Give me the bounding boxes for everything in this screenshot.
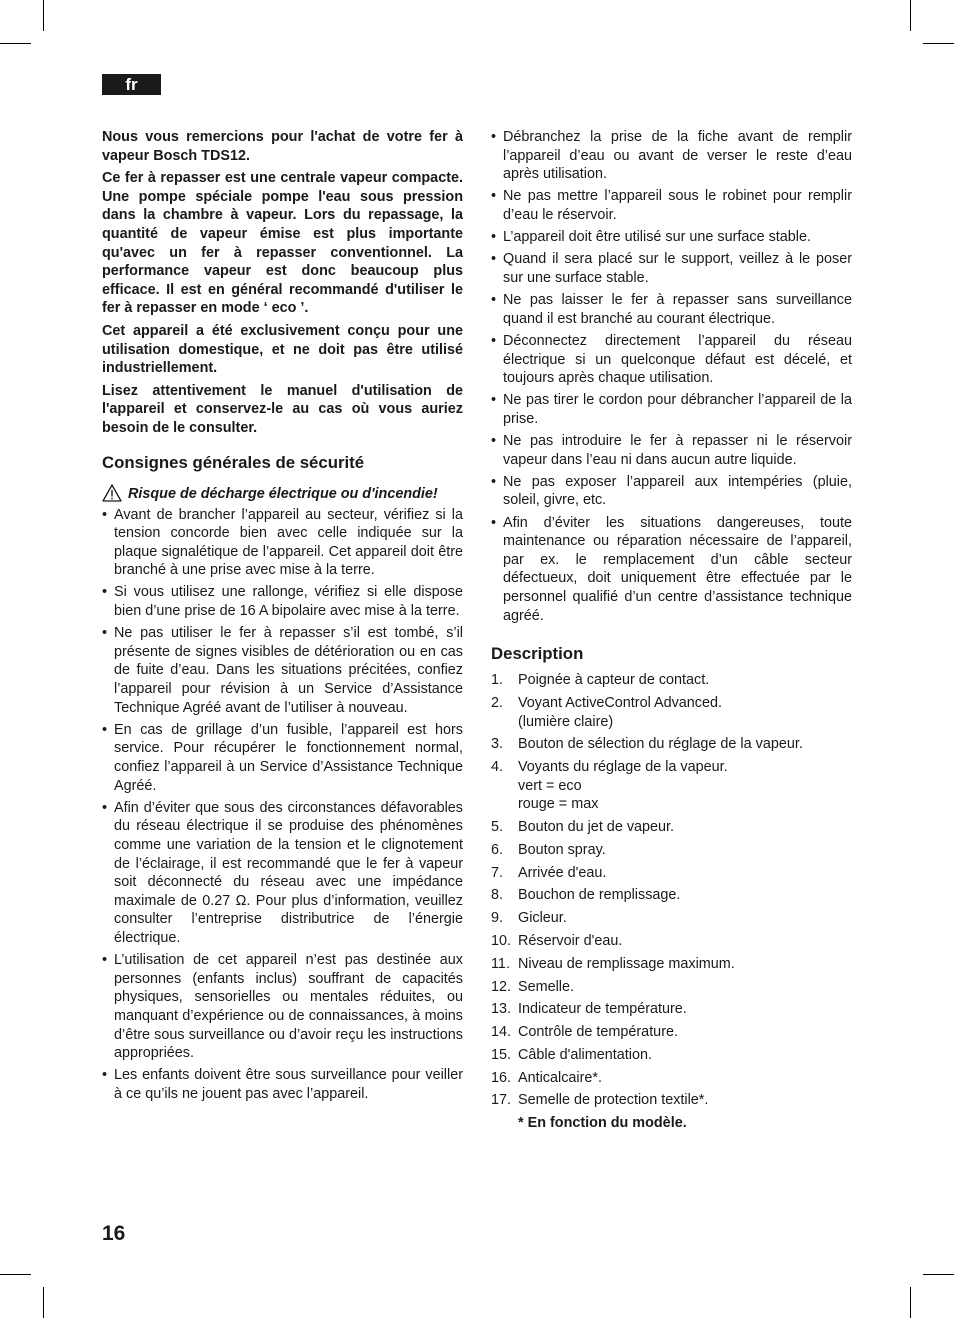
list-item: • Quand il sera placé sur le support, veillez à le poser sur une surface stable.: [491, 250, 852, 287]
item-text: Bouton de sélection du réglage de la vapeur.: [518, 736, 803, 753]
item-number: 7.: [491, 864, 504, 881]
description-heading: Description: [491, 644, 584, 664]
list-item: • Ne pas exposer l’appareil aux intempéries (pluie, soleil, givre, etc.: [491, 473, 852, 510]
list-item: • Ne pas introduire le fer à repasser ni le réservoir vapeur dans l’eau ni dans aucun autre liquide.: [491, 432, 852, 469]
warning-text: Risque de décharge électrique ou d'incendie!: [128, 485, 438, 502]
item-number: 2.: [491, 694, 504, 711]
crop-mark-top-right-h: [923, 43, 954, 44]
safety-heading: Consignes générales de sécurité: [102, 452, 365, 472]
intro-paragraph: Nous vous remercions pour l'achat de votre fer à vapeur Bosch TDS12.: [102, 129, 463, 164]
right-column: [491, 128, 852, 1133]
item-number: 1.: [491, 672, 504, 689]
item-number: 3.: [491, 736, 504, 753]
item-number: 15.: [491, 1046, 512, 1063]
left-column: [102, 128, 463, 1107]
crop-mark-top-right-v: [910, 0, 911, 31]
item-number: 10.: [491, 933, 512, 949]
description-item: [491, 932, 852, 951]
safety-list-right: [491, 128, 852, 625]
item-text: Bouton spray.: [518, 841, 606, 858]
warning-triangle-icon: [102, 484, 122, 502]
description-item: [491, 1069, 852, 1088]
item-number: 9.: [491, 910, 504, 927]
description-item: [491, 1046, 852, 1065]
list-item: • Débranchez la prise de la fiche avant de remplir l’appareil d’eau ou avant de verser le reste d’eau après utilisation.: [491, 128, 852, 184]
list-item: • Afin d’éviter les situations dangereuses, toute maintenance ou réparation nécessaire de l’appareil, par ex. le remplacement d’un câble secteur défectueux, doit uniquement être effectuée par le personnel qualifié d’un centre d’assistance technique agréé.: [491, 514, 852, 626]
list-item: • Les enfants doivent être sous surveillance pour veiller à ce qu’ils ne jouent pas avec l’appareil.: [102, 1066, 463, 1103]
crop-mark-bottom-right-v: [910, 1287, 911, 1318]
description-item: [491, 818, 852, 837]
item-number: 11.: [491, 955, 510, 972]
intro-paragraph: Lisez attentivement le manuel d'utilisation de l'appareil et conservez-le au cas où vous auriez besoin de le consulter.: [102, 382, 463, 436]
description-list: [491, 671, 852, 1110]
description-item: [491, 841, 852, 860]
item-text: Semelle.: [518, 978, 574, 995]
intro-paragraph: Ce fer à repasser est une centrale vapeur compacte. Une pompe spéciale pompe l'eau sous pression dans la chambre à vapeur. Lors du repassage, la quantité de vapeur émise est plus importante qu'avec un fer à repasser conventionnel. La performance vapeur est donc beaucoup plus efficace. Il est en général recommandé d'utiliser le fer à repasser en mode ‘ eco ’.: [102, 170, 463, 317]
list-item: • En cas de grillage d’un fusible, l’appareil est hors service. Pour récupérer le fonctionnement normal, confiez l’appareil à un Service d’Assistance Technique Agréé.: [102, 721, 463, 795]
item-text: Bouton du jet de vapeur.: [518, 819, 675, 836]
item-number: 16.: [491, 1069, 512, 1086]
page-number: 16: [102, 1222, 126, 1245]
item-number: 17.: [491, 1092, 512, 1109]
safety-list-left: [102, 506, 463, 1104]
item-text: Gicleur.: [518, 910, 567, 927]
list-item: • Avant de brancher l’appareil au secteur, vérifiez si la tension concorde bien avec celle indiquée sur la plaque signalétique de l’appareil. Cet appareil doit être branché à une prise avec mise à la terre.: [102, 506, 463, 580]
item-text: Arrivée d'eau.: [518, 864, 607, 881]
item-text: Contrôle de température.: [518, 1024, 678, 1041]
item-number: 13.: [491, 1001, 512, 1018]
crop-mark-top-left-v: [43, 0, 44, 31]
item-number: 8.: [491, 887, 504, 904]
intro-paragraph: Cet appareil a été exclusivement conçu pour une utilisation domestique, et ne doit pas être utilisé industriellement.: [102, 322, 463, 377]
list-item: • Ne pas utiliser le fer à repasser s’il est tombé, s’il présente de signes visibles de détérioration ou en cas de fuite d’eau. Dans les situations précitées, confiez l’appareil pour révision à un Service d’Assistance Technique Agréé avant de l’utiliser à nouveau.: [102, 624, 463, 717]
item-text: Voyant ActiveControl Advanced. (lumière claire): [518, 694, 722, 730]
footnote: * En fonction du modèle.: [518, 1115, 687, 1132]
item-text: Voyants du réglage de la vapeur. vert = eco rouge = max: [518, 759, 728, 813]
list-item: • L’appareil doit être utilisé sur une surface stable.: [491, 228, 852, 247]
item-text: Indicateur de température.: [518, 1001, 687, 1018]
item-number: 14.: [491, 1024, 512, 1041]
list-item: • Ne pas tirer le cordon pour débrancher l’appareil de la prise.: [491, 391, 852, 428]
crop-mark-bottom-right-h: [923, 1274, 954, 1275]
description-item: [491, 886, 852, 905]
list-item: • Ne pas laisser le fer à repasser sans surveillance quand il est branché au courant électrique.: [491, 291, 852, 328]
description-item: [491, 1000, 852, 1019]
description-item: [491, 909, 852, 928]
item-text: Niveau de remplissage maximum.: [518, 955, 735, 972]
description-item: [491, 978, 852, 997]
item-text: Bouchon de remplissage.: [518, 887, 681, 904]
item-number: 5.: [491, 819, 504, 836]
item-text: Anticalcaire*.: [518, 1069, 602, 1086]
item-text: Poignée à capteur de contact.: [518, 672, 710, 689]
description-item: [491, 758, 852, 814]
warning-line: [102, 484, 463, 504]
description-item: [491, 671, 852, 690]
list-item: • Afin d’éviter que sous des circonstances défavorables du réseau électrique il se produise des phénomènes comme une variation de la tension et le clignotement de l’éclairage, il est recommandé que le fer à vapeur soit déconnecté du réseau avec une impédance maximale de 0.27 Ω. Pour plus d’information, veuillez consulter l’entreprise distributrice de l’énergie électrique.: [102, 799, 463, 948]
crop-mark-top-left-h: [0, 43, 31, 44]
item-number: 12.: [491, 978, 512, 995]
description-item: [491, 1023, 852, 1042]
item-text: Semelle de protection textile*.: [518, 1092, 709, 1109]
list-item: • Déconnectez directement l’appareil du réseau électrique si un quelconque défaut est décelé, et toujours après chaque utilisation.: [491, 332, 852, 388]
item-text: Câble d'alimentation.: [518, 1046, 652, 1063]
item-text: Réservoir d'eau.: [518, 933, 623, 949]
item-number: 6.: [491, 841, 504, 858]
crop-mark-bottom-left-v: [43, 1287, 44, 1318]
crop-mark-bottom-left-h: [0, 1274, 31, 1275]
description-item: [491, 955, 852, 974]
list-item: • Si vous utilisez une rallonge, vérifiez si elle dispose bien d’une prise de 16 A bipolaire avec mise à la terre.: [102, 583, 463, 620]
item-number: 4.: [491, 759, 504, 776]
list-item: • Ne pas mettre l’appareil sous le robinet pour remplir d’eau le réservoir.: [491, 187, 852, 224]
intro-section: [102, 128, 463, 438]
language-tab: fr: [102, 74, 161, 95]
description-item: [491, 694, 852, 731]
description-item: [491, 864, 852, 883]
description-item: [491, 735, 852, 754]
description-item: [491, 1091, 852, 1110]
list-item: • L’utilisation de cet appareil n’est pas destinée aux personnes (enfants inclus) souffrant de capacités physiques, sensorielles ou mentales réduites, ou manquant d’expérience ou de connaissances, à moins d’être sous surveillance ou d’avoir reçu les instructions appropriées.: [102, 951, 463, 1063]
